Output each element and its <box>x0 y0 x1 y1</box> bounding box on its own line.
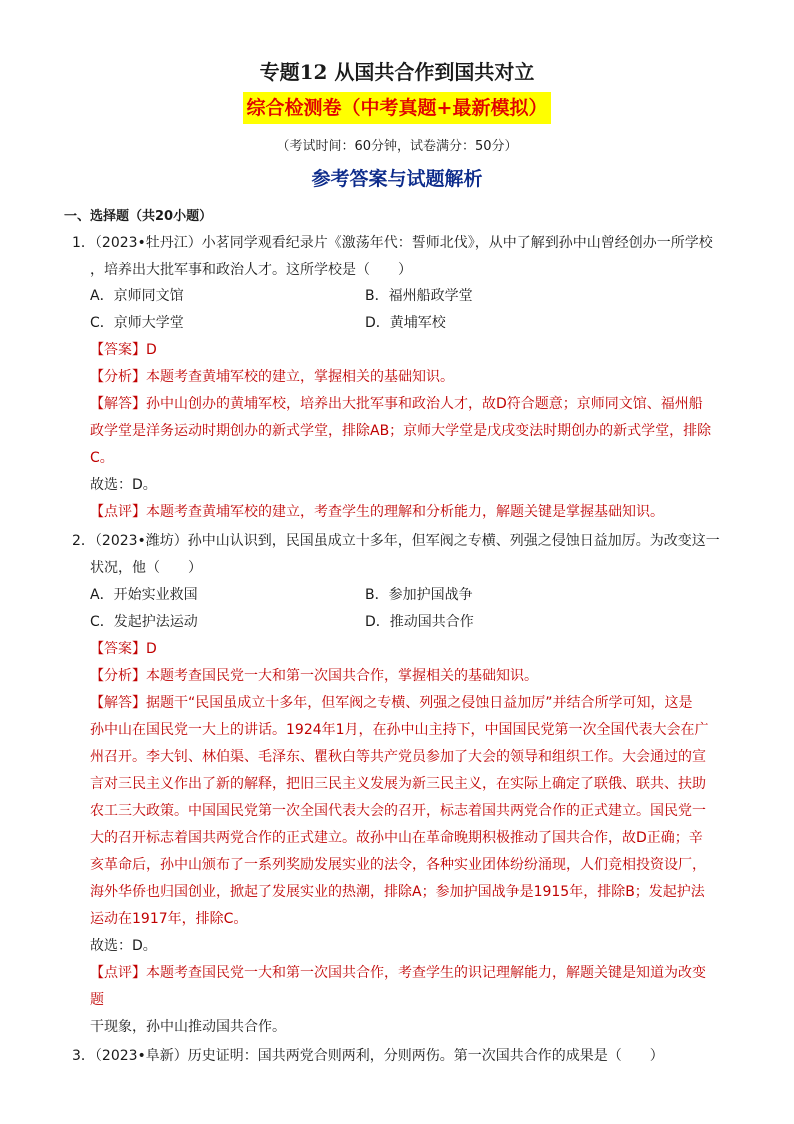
q1-solution-line-2: 政学堂是洋务运动时期创办的新式学堂，排除AB；京师大学堂是戊戌变法时期创办的新式学堂，排除 <box>90 423 712 439</box>
q2-solution-line-8: 海外华侨也归国创业，掀起了发展实业的热潮，排除A；参加护国战争是1915年，排除B；发起护法 <box>90 884 705 900</box>
q2-stem-line-1: 2．（2023•潍坊）孙中山认识到，民国虽成立十多年，但军阀之专横、列强之侵蚀日益加厉。为改变这一 <box>72 533 720 549</box>
q1-solution-line-3: C。 <box>90 450 114 466</box>
q1-answer: 【答案】D <box>90 342 157 358</box>
q1-solution-line-1: 【解答】孙中山创办的黄埔军校，培养出大批军事和政治人才，故D符合题意；京师同文馆、福州船 <box>90 396 703 412</box>
q2-comment-line-3: 干现象，孙中山推动国共合作。 <box>90 1019 286 1035</box>
q2-solution-line-1: 【解答】据题干“民国虽成立十多年，但军阀之专横、列强之侵蚀日益加厉”并结合所学可知，这是 <box>90 695 693 711</box>
q1-option-a: A．京师同文馆 <box>90 288 184 304</box>
q2-option-b: B．参加护国战争 <box>365 587 473 603</box>
q2-solution-line-9: 运动在1917年，排除C。 <box>90 911 248 927</box>
page-title: 专题12 从国共合作到国共对立 <box>259 60 535 84</box>
q2-stem-line-2: 状况，他（ ） <box>90 560 202 576</box>
q2-solution-line-7: 亥革命后，孙中山颁布了一系列奖励发展实业的法令，各种实业团体纷纷涌现，人们竞相投资设厂， <box>90 857 706 873</box>
exam-info: （考试时间：60分钟，试卷满分：50分） <box>276 139 518 154</box>
q2-option-a: A．开始实业救国 <box>90 587 198 603</box>
q2-solution-line-6: 大的召开标志着国共两党合作的正式建立。故孙中山在革命晚期积极推动了国共合作，故D正确；辛 <box>90 830 703 846</box>
q2-solution-line-5: 农工三大政策。中国国民党第一次全国代表大会的召开，标志着国共两党合作的正式建立。国民党一 <box>90 803 706 819</box>
q1-stem-line-2: ，培养出大批军事和政治人才。这所学校是（ ） <box>90 262 412 278</box>
q2-analysis: 【分析】本题考查国民党一大和第一次国共合作，掌握相关的基础知识。 <box>90 668 538 684</box>
q1-option-b: B．福州船政学堂 <box>365 288 473 304</box>
q1-stem-line-1: 1．（2023•牡丹江）小茗同学观看纪录片《激荡年代：誓师北伐》，从中了解到孙中山曾经创办一所学校 <box>72 235 713 251</box>
subtitle-wrap <box>0 92 794 124</box>
q2-answer: 【答案】D <box>90 641 157 657</box>
q3-stem-line-1: 3．（2023•阜新）历史证明：国共两党合则两利，分则两伤。第一次国共合作的成果是（ ） <box>72 1048 664 1064</box>
q2-solution-line-3: 州召开。李大钊、林伯渠、毛泽东、瞿秋白等共产党员参加了大会的领导和组织工作。大会通过的宣 <box>90 749 706 765</box>
q1-option-d: D．黄埔军校 <box>365 315 446 331</box>
q2-comment-line-2: 题 <box>90 992 104 1008</box>
q1-analysis: 【分析】本题考查黄埔军校的建立，掌握相关的基础知识。 <box>90 369 454 385</box>
q2-comment-line-1: 【点评】本题考查国民党一大和第一次国共合作，考查学生的识记理解能力，解题关键是知道为改变 <box>90 965 706 981</box>
q2-option-c: C．发起护法运动 <box>90 614 198 630</box>
q1-choose: 故选：D。 <box>90 477 157 493</box>
q2-choose: 故选：D。 <box>90 938 157 954</box>
q1-comment: 【点评】本题考查黄埔军校的建立，考查学生的理解和分析能力，解题关键是掌握基础知识。 <box>90 504 664 520</box>
q2-solution-line-4: 言对三民主义作出了新的解释，把旧三民主义发展为新三民主义，在实际上确定了联俄、联共、扶助 <box>90 776 706 792</box>
q2-solution-line-2: 孙中山在国民党一大上的讲话。1924年1月，在孙中山主持下，中国国民党第一次全国代表大会在广 <box>90 722 709 738</box>
section-heading: 一、选择题（共20小题） <box>64 209 213 224</box>
q2-option-d: D．推动国共合作 <box>365 614 474 630</box>
page-subtitle: 综合检测卷（中考真题+最新模拟） <box>243 92 552 124</box>
answer-title: 参考答案与试题解析 <box>311 168 483 190</box>
q1-option-c: C．京师大学堂 <box>90 315 184 331</box>
